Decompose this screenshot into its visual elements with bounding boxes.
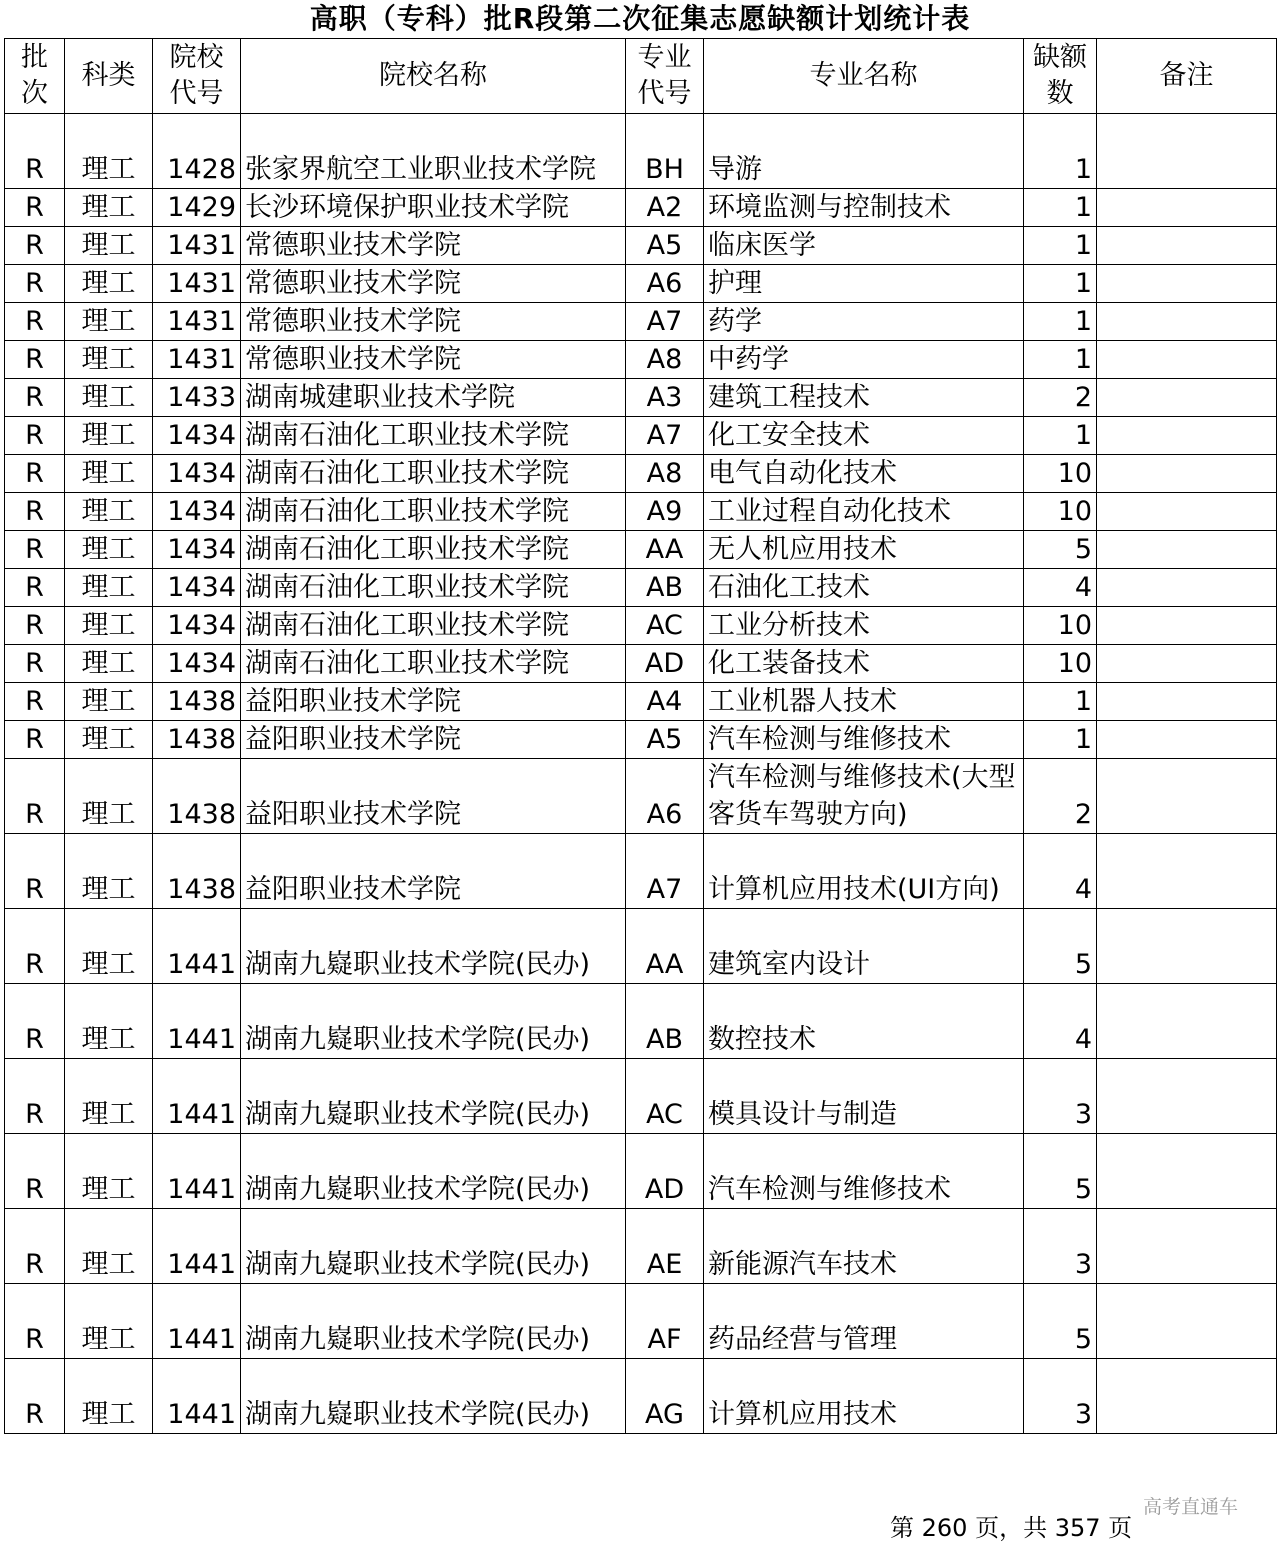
cell-remarks	[1097, 341, 1277, 379]
cell-school-code: 1434	[153, 493, 241, 531]
cell-batch: R	[5, 189, 65, 227]
cell-category: 理工	[65, 569, 153, 607]
cell-school-name: 湖南石油化工职业技术学院	[241, 607, 626, 645]
cell-school-code: 1434	[153, 417, 241, 455]
cell-major-name: 建筑室内设计	[704, 909, 1024, 984]
cell-school-name: 湖南石油化工职业技术学院	[241, 569, 626, 607]
cell-major-code: AC	[626, 607, 704, 645]
cell-batch: R	[5, 1359, 65, 1434]
cell-school-code: 1441	[153, 1134, 241, 1209]
cell-category: 理工	[65, 1209, 153, 1284]
cell-major-code: AB	[626, 569, 704, 607]
cell-shortage: 1	[1024, 114, 1097, 189]
cell-major-code: A2	[626, 189, 704, 227]
cell-category: 理工	[65, 984, 153, 1059]
cell-major-code: A6	[626, 265, 704, 303]
cell-major-name: 新能源汽车技术	[704, 1209, 1024, 1284]
cell-school-name: 湖南石油化工职业技术学院	[241, 645, 626, 683]
cell-major-code: A7	[626, 834, 704, 909]
cell-category: 理工	[65, 909, 153, 984]
header-school-code: 院校代号	[153, 39, 241, 114]
cell-major-name: 建筑工程技术	[704, 379, 1024, 417]
cell-school-code: 1438	[153, 683, 241, 721]
cell-major-code: A8	[626, 455, 704, 493]
cell-school-code: 1441	[153, 1059, 241, 1134]
cell-shortage: 3	[1024, 1209, 1097, 1284]
cell-school-code: 1433	[153, 379, 241, 417]
cell-major-name: 计算机应用技术	[704, 1359, 1024, 1434]
cell-remarks	[1097, 759, 1277, 834]
cell-major-code: A8	[626, 341, 704, 379]
cell-major-code: AA	[626, 531, 704, 569]
cell-school-code: 1438	[153, 721, 241, 759]
cell-school-name: 常德职业技术学院	[241, 265, 626, 303]
cell-category: 理工	[65, 683, 153, 721]
cell-remarks	[1097, 303, 1277, 341]
cell-category: 理工	[65, 303, 153, 341]
cell-school-name: 湖南石油化工职业技术学院	[241, 493, 626, 531]
cell-batch: R	[5, 683, 65, 721]
cell-major-code: A7	[626, 417, 704, 455]
cell-major-code: A3	[626, 379, 704, 417]
cell-major-name: 化工装备技术	[704, 645, 1024, 683]
cell-major-code: A5	[626, 721, 704, 759]
cell-school-code: 1429	[153, 189, 241, 227]
cell-major-name: 临床医学	[704, 227, 1024, 265]
cell-school-name: 湖南九嶷职业技术学院(民办)	[241, 1059, 626, 1134]
cell-remarks	[1097, 1284, 1277, 1359]
cell-major-name: 药学	[704, 303, 1024, 341]
cell-batch: R	[5, 721, 65, 759]
cell-shortage: 4	[1024, 984, 1097, 1059]
cell-school-name: 湖南石油化工职业技术学院	[241, 455, 626, 493]
table-row	[5, 493, 1277, 531]
cell-major-name: 中药学	[704, 341, 1024, 379]
cell-shortage: 5	[1024, 1284, 1097, 1359]
header-school-name: 院校名称	[241, 39, 626, 114]
cell-major-code: AF	[626, 1284, 704, 1359]
cell-major-code: AB	[626, 984, 704, 1059]
cell-shortage: 4	[1024, 834, 1097, 909]
shortage-table	[4, 38, 1277, 1434]
cell-remarks	[1097, 1059, 1277, 1134]
cell-major-code: AG	[626, 1359, 704, 1434]
cell-batch: R	[5, 303, 65, 341]
cell-batch: R	[5, 493, 65, 531]
header-shortage: 缺额数	[1024, 39, 1097, 114]
cell-batch: R	[5, 341, 65, 379]
table-row	[5, 834, 1277, 909]
table-row	[5, 379, 1277, 417]
cell-school-code: 1438	[153, 834, 241, 909]
cell-category: 理工	[65, 759, 153, 834]
cell-category: 理工	[65, 417, 153, 455]
header-category: 科类	[65, 39, 153, 114]
cell-remarks	[1097, 455, 1277, 493]
cell-category: 理工	[65, 1059, 153, 1134]
table-row	[5, 607, 1277, 645]
cell-category: 理工	[65, 379, 153, 417]
cell-shortage: 1	[1024, 683, 1097, 721]
cell-shortage: 1	[1024, 417, 1097, 455]
cell-shortage: 5	[1024, 909, 1097, 984]
cell-school-name: 湖南九嶷职业技术学院(民办)	[241, 1284, 626, 1359]
cell-major-name: 数控技术	[704, 984, 1024, 1059]
cell-school-code: 1438	[153, 759, 241, 834]
cell-school-name: 湖南九嶷职业技术学院(民办)	[241, 1134, 626, 1209]
cell-school-name: 湖南九嶷职业技术学院(民办)	[241, 1209, 626, 1284]
cell-remarks	[1097, 607, 1277, 645]
table-row	[5, 645, 1277, 683]
cell-shortage: 10	[1024, 455, 1097, 493]
cell-remarks	[1097, 417, 1277, 455]
cell-shortage: 1	[1024, 341, 1097, 379]
cell-school-code: 1434	[153, 455, 241, 493]
header-major-name: 专业名称	[704, 39, 1024, 114]
cell-major-name: 工业分析技术	[704, 607, 1024, 645]
table-row	[5, 984, 1277, 1059]
cell-shortage: 1	[1024, 303, 1097, 341]
cell-school-name: 湖南九嶷职业技术学院(民办)	[241, 909, 626, 984]
cell-major-code: A9	[626, 493, 704, 531]
cell-remarks	[1097, 265, 1277, 303]
cell-major-name: 护理	[704, 265, 1024, 303]
cell-shortage: 1	[1024, 189, 1097, 227]
cell-remarks	[1097, 645, 1277, 683]
cell-shortage: 3	[1024, 1059, 1097, 1134]
cell-school-name: 湖南石油化工职业技术学院	[241, 417, 626, 455]
cell-shortage: 10	[1024, 607, 1097, 645]
cell-school-code: 1441	[153, 984, 241, 1059]
cell-shortage: 10	[1024, 645, 1097, 683]
cell-category: 理工	[65, 721, 153, 759]
header-row	[5, 39, 1277, 114]
cell-major-name: 汽车检测与维修技术	[704, 721, 1024, 759]
cell-school-code: 1441	[153, 909, 241, 984]
cell-batch: R	[5, 607, 65, 645]
cell-major-code: AD	[626, 645, 704, 683]
cell-batch: R	[5, 265, 65, 303]
cell-school-code: 1441	[153, 1209, 241, 1284]
page-number: 第 260 页，共 357 页	[890, 1514, 1133, 1542]
cell-school-name: 湖南石油化工职业技术学院	[241, 531, 626, 569]
cell-major-name: 工业过程自动化技术	[704, 493, 1024, 531]
cell-category: 理工	[65, 1359, 153, 1434]
cell-batch: R	[5, 1284, 65, 1359]
cell-category: 理工	[65, 341, 153, 379]
table-row	[5, 1059, 1277, 1134]
cell-batch: R	[5, 531, 65, 569]
watermark-text: 高考直通车	[1143, 1496, 1239, 1518]
cell-remarks	[1097, 189, 1277, 227]
cell-remarks	[1097, 1134, 1277, 1209]
table-row	[5, 759, 1277, 834]
cell-major-code: A6	[626, 759, 704, 834]
cell-shortage: 4	[1024, 569, 1097, 607]
cell-shortage: 2	[1024, 759, 1097, 834]
cell-batch: R	[5, 1209, 65, 1284]
cell-school-code: 1431	[153, 265, 241, 303]
cell-major-name: 环境监测与控制技术	[704, 189, 1024, 227]
cell-batch: R	[5, 909, 65, 984]
cell-batch: R	[5, 114, 65, 189]
cell-shortage: 1	[1024, 721, 1097, 759]
cell-batch: R	[5, 645, 65, 683]
cell-remarks	[1097, 683, 1277, 721]
cell-batch: R	[5, 984, 65, 1059]
table-row	[5, 265, 1277, 303]
cell-school-name: 常德职业技术学院	[241, 227, 626, 265]
header-major-code: 专业代号	[626, 39, 704, 114]
cell-school-name: 益阳职业技术学院	[241, 721, 626, 759]
cell-major-name: 计算机应用技术(UI方向)	[704, 834, 1024, 909]
header-batch: 批次	[5, 39, 65, 114]
table-row	[5, 683, 1277, 721]
cell-batch: R	[5, 379, 65, 417]
cell-remarks	[1097, 909, 1277, 984]
cell-category: 理工	[65, 645, 153, 683]
cell-school-code: 1434	[153, 531, 241, 569]
cell-remarks	[1097, 1359, 1277, 1434]
cell-category: 理工	[65, 265, 153, 303]
cell-school-name: 益阳职业技术学院	[241, 834, 626, 909]
cell-major-code: AA	[626, 909, 704, 984]
cell-shortage: 5	[1024, 531, 1097, 569]
cell-shortage: 3	[1024, 1359, 1097, 1434]
cell-category: 理工	[65, 227, 153, 265]
cell-remarks	[1097, 569, 1277, 607]
cell-school-name: 常德职业技术学院	[241, 341, 626, 379]
table-row	[5, 1284, 1277, 1359]
cell-shortage: 5	[1024, 1134, 1097, 1209]
cell-remarks	[1097, 531, 1277, 569]
cell-major-name: 汽车检测与维修技术	[704, 1134, 1024, 1209]
cell-school-name: 益阳职业技术学院	[241, 683, 626, 721]
cell-batch: R	[5, 455, 65, 493]
cell-shortage: 1	[1024, 265, 1097, 303]
cell-remarks	[1097, 834, 1277, 909]
cell-batch: R	[5, 1134, 65, 1209]
cell-school-code: 1428	[153, 114, 241, 189]
table-row	[5, 1209, 1277, 1284]
cell-batch: R	[5, 834, 65, 909]
cell-major-code: A4	[626, 683, 704, 721]
table-row	[5, 1359, 1277, 1434]
cell-category: 理工	[65, 607, 153, 645]
cell-batch: R	[5, 759, 65, 834]
table-row	[5, 909, 1277, 984]
cell-major-name: 模具设计与制造	[704, 1059, 1024, 1134]
cell-school-code: 1441	[153, 1359, 241, 1434]
cell-major-name: 化工安全技术	[704, 417, 1024, 455]
table-row	[5, 341, 1277, 379]
cell-school-name: 湖南城建职业技术学院	[241, 379, 626, 417]
page-title: 高职（专科）批R段第二次征集志愿缺额计划统计表	[309, 2, 971, 35]
table-row	[5, 189, 1277, 227]
cell-school-name: 长沙环境保护职业技术学院	[241, 189, 626, 227]
cell-batch: R	[5, 569, 65, 607]
cell-category: 理工	[65, 455, 153, 493]
table-row	[5, 417, 1277, 455]
cell-major-name: 汽车检测与维修技术(大型客货车驾驶方向)	[704, 759, 1024, 834]
cell-category: 理工	[65, 531, 153, 569]
cell-category: 理工	[65, 1284, 153, 1359]
cell-shortage: 1	[1024, 227, 1097, 265]
table-row	[5, 721, 1277, 759]
cell-school-code: 1441	[153, 1284, 241, 1359]
table-row	[5, 303, 1277, 341]
cell-school-code: 1431	[153, 303, 241, 341]
cell-remarks	[1097, 1209, 1277, 1284]
table-row	[5, 531, 1277, 569]
cell-school-name: 湖南九嶷职业技术学院(民办)	[241, 984, 626, 1059]
cell-batch: R	[5, 1059, 65, 1134]
cell-remarks	[1097, 493, 1277, 531]
cell-major-name: 导游	[704, 114, 1024, 189]
cell-major-name: 药品经营与管理	[704, 1284, 1024, 1359]
cell-category: 理工	[65, 189, 153, 227]
cell-remarks	[1097, 984, 1277, 1059]
cell-category: 理工	[65, 1134, 153, 1209]
cell-school-name: 湖南九嶷职业技术学院(民办)	[241, 1359, 626, 1434]
cell-category: 理工	[65, 114, 153, 189]
cell-school-code: 1434	[153, 645, 241, 683]
header-remarks: 备注	[1097, 39, 1277, 114]
cell-batch: R	[5, 417, 65, 455]
cell-shortage: 2	[1024, 379, 1097, 417]
table-row	[5, 114, 1277, 189]
table-row	[5, 1134, 1277, 1209]
cell-school-code: 1434	[153, 607, 241, 645]
cell-school-name: 常德职业技术学院	[241, 303, 626, 341]
cell-remarks	[1097, 379, 1277, 417]
cell-shortage: 10	[1024, 493, 1097, 531]
cell-major-code: BH	[626, 114, 704, 189]
table-body	[5, 114, 1277, 1434]
cell-major-name: 石油化工技术	[704, 569, 1024, 607]
cell-remarks	[1097, 227, 1277, 265]
cell-major-name: 电气自动化技术	[704, 455, 1024, 493]
cell-school-name: 益阳职业技术学院	[241, 759, 626, 834]
cell-major-name: 无人机应用技术	[704, 531, 1024, 569]
cell-major-code: AC	[626, 1059, 704, 1134]
cell-school-code: 1431	[153, 341, 241, 379]
cell-school-name: 张家界航空工业职业技术学院	[241, 114, 626, 189]
cell-category: 理工	[65, 493, 153, 531]
cell-batch: R	[5, 227, 65, 265]
cell-major-code: A5	[626, 227, 704, 265]
cell-remarks	[1097, 114, 1277, 189]
cell-school-code: 1434	[153, 569, 241, 607]
cell-category: 理工	[65, 834, 153, 909]
cell-school-code: 1431	[153, 227, 241, 265]
cell-major-code: AD	[626, 1134, 704, 1209]
cell-major-code: AE	[626, 1209, 704, 1284]
cell-major-name: 工业机器人技术	[704, 683, 1024, 721]
table-row	[5, 569, 1277, 607]
table-row	[5, 455, 1277, 493]
table-row	[5, 227, 1277, 265]
cell-remarks	[1097, 721, 1277, 759]
cell-major-code: A7	[626, 303, 704, 341]
